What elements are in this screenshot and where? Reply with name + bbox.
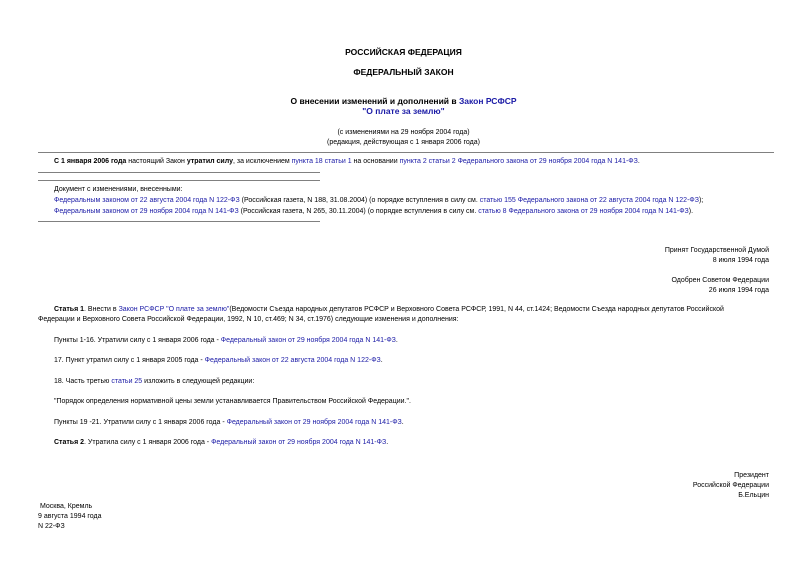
notice-text-2: , за исключением <box>233 158 292 165</box>
change-link-art155[interactable]: статью 155 Федерального закона от 22 августа 2004 года N 122-ФЗ <box>479 197 699 204</box>
edition-note-2: (редакция, действующая с 1 января 2006 года) <box>327 139 480 146</box>
item18-text-b: изложить в следующей редакции: <box>142 378 255 385</box>
title-prefix: О внесении изменений и дополнений в <box>290 96 459 106</box>
change-link-141fz[interactable]: Федеральным законом от 29 ноября 2004 года N 141-ФЗ <box>54 208 239 215</box>
approved-council-date: 26 июля 1994 года <box>708 287 769 294</box>
notice-link-point18[interactable]: пункта 18 статьи 1 <box>291 158 352 165</box>
item19-link[interactable]: Федеральный закон от 29 ноября 2004 года N 141-ФЗ <box>226 419 402 426</box>
change-text-1: (Российская газета, N 188, 31.08.2004) (о порядке вступления в силу см. <box>239 197 480 204</box>
law-number: N 22-ФЗ <box>38 523 65 530</box>
divider-top <box>38 152 774 153</box>
title-law-name-link[interactable]: "О плате за землю" <box>362 106 445 116</box>
change-link-art8[interactable]: статью 8 Федерального закона от 29 ноября 2004 года N 141-ФЗ <box>478 208 689 215</box>
change-link-122fz[interactable]: Федеральным законом от 22 августа 2004 года N 122-ФЗ <box>54 197 240 204</box>
title-law-link[interactable]: Закон РСФСР <box>458 96 517 106</box>
notice-text-4: . <box>637 158 640 165</box>
repeal-notice <box>54 157 640 166</box>
item-points-1-16 <box>54 336 398 345</box>
signature-country: Российской Федерации <box>692 482 769 489</box>
item1-end: . <box>395 337 398 344</box>
changes-heading: Документ с изменениями, внесенными: <box>54 186 183 193</box>
item-quote: "Порядок определения нормативной цены земли устанавливается Правительством Российской Федерации.". <box>54 398 411 405</box>
article2-label: Статья 2 <box>54 439 85 446</box>
adopted-duma: Принят Государственной Думой <box>664 247 769 254</box>
item-points-19-21 <box>54 418 404 427</box>
article2-text: . Утратила силу с 1 января 2006 года - <box>84 439 212 446</box>
article1-paragraph <box>54 305 807 314</box>
signature-title: Президент <box>734 472 769 479</box>
country-heading: РОССИЙСКАЯ ФЕДЕРАЦИЯ <box>345 47 462 57</box>
article1-text-1: . Внести в <box>84 306 119 313</box>
change-end-1: ); <box>698 197 704 204</box>
change-record-2 <box>54 207 693 216</box>
divider-short-2 <box>38 180 320 181</box>
item17-link[interactable]: Федеральный закон от 22 августа 2004 года N 122-ФЗ <box>204 357 381 364</box>
item1-text: Пункты 1-16. Утратили силу с 1 января 2006 года - <box>54 337 221 344</box>
article1-label: Статья 1 <box>54 306 85 313</box>
article2-end: . <box>386 439 389 446</box>
change-text-2: (Российская газета, N 265, 30.11.2004) (о порядке вступления в силу см. <box>238 208 479 215</box>
item19-end: . <box>401 419 404 426</box>
document-title-line2 <box>0 107 807 116</box>
approved-council: Одобрен Советом Федерации <box>671 277 769 284</box>
item18-text-a: 18. Часть третью <box>54 378 112 385</box>
article1-line2: Федерации и Верховного Совета Российской Федерации, 1992, N 10, ст.469; N 34, ст.1976) следующие изменения и дополнения: <box>38 316 459 323</box>
item18-link-art25[interactable]: статьи 25 <box>111 378 143 385</box>
change-record-1 <box>54 196 703 205</box>
item-point-17 <box>54 356 383 365</box>
notice-date: С 1 января 2006 года <box>54 158 127 165</box>
divider-short-1 <box>38 172 320 173</box>
change-end-2: ). <box>688 208 694 215</box>
doc-type-heading: ФЕДЕРАЛЬНЫЙ ЗАКОН <box>353 67 454 77</box>
article1-law-link[interactable]: Закон РСФСР "О плате за землю" <box>118 306 230 313</box>
item-point-18 <box>54 377 254 386</box>
signing-date: 9 августа 1994 года <box>38 513 102 520</box>
edition-note-1: (с изменениями на 29 ноября 2004 года) <box>337 129 470 136</box>
article2-link[interactable]: Федеральный закон от 29 ноября 2004 года N 141-ФЗ <box>211 439 387 446</box>
article1-text-2: (Ведомости Съезда народных депутатов РСФСР и Верховного Совета РСФСР, 1991, N 44, ст.1424; Ведомости Съезда народных депутатов Российской <box>229 306 724 313</box>
notice-text-3: на основании <box>351 158 400 165</box>
signing-place: Москва, Кремль <box>40 503 93 510</box>
document-title <box>0 97 807 106</box>
item1-link[interactable]: Федеральный закон от 29 ноября 2004 года N 141-ФЗ <box>220 337 396 344</box>
item17-end: . <box>380 357 383 364</box>
notice-repealed: утратил силу <box>186 158 233 165</box>
notice-link-law141[interactable]: пункта 2 статьи 2 Федерального закона от 29 ноября 2004 года N 141-ФЗ <box>399 158 638 165</box>
item17-text: 17. Пункт утратил силу с 1 января 2005 года - <box>54 357 205 364</box>
article2-paragraph <box>54 438 388 447</box>
item19-text: Пункты 19 -21. Утратили силу с 1 января 2006 года - <box>54 419 227 426</box>
signature-name: Б.Ельцин <box>738 492 769 499</box>
adopted-duma-date: 8 июля 1994 года <box>712 257 769 264</box>
divider-short-3 <box>38 221 320 222</box>
notice-text-1: настоящий Закон <box>126 158 187 165</box>
